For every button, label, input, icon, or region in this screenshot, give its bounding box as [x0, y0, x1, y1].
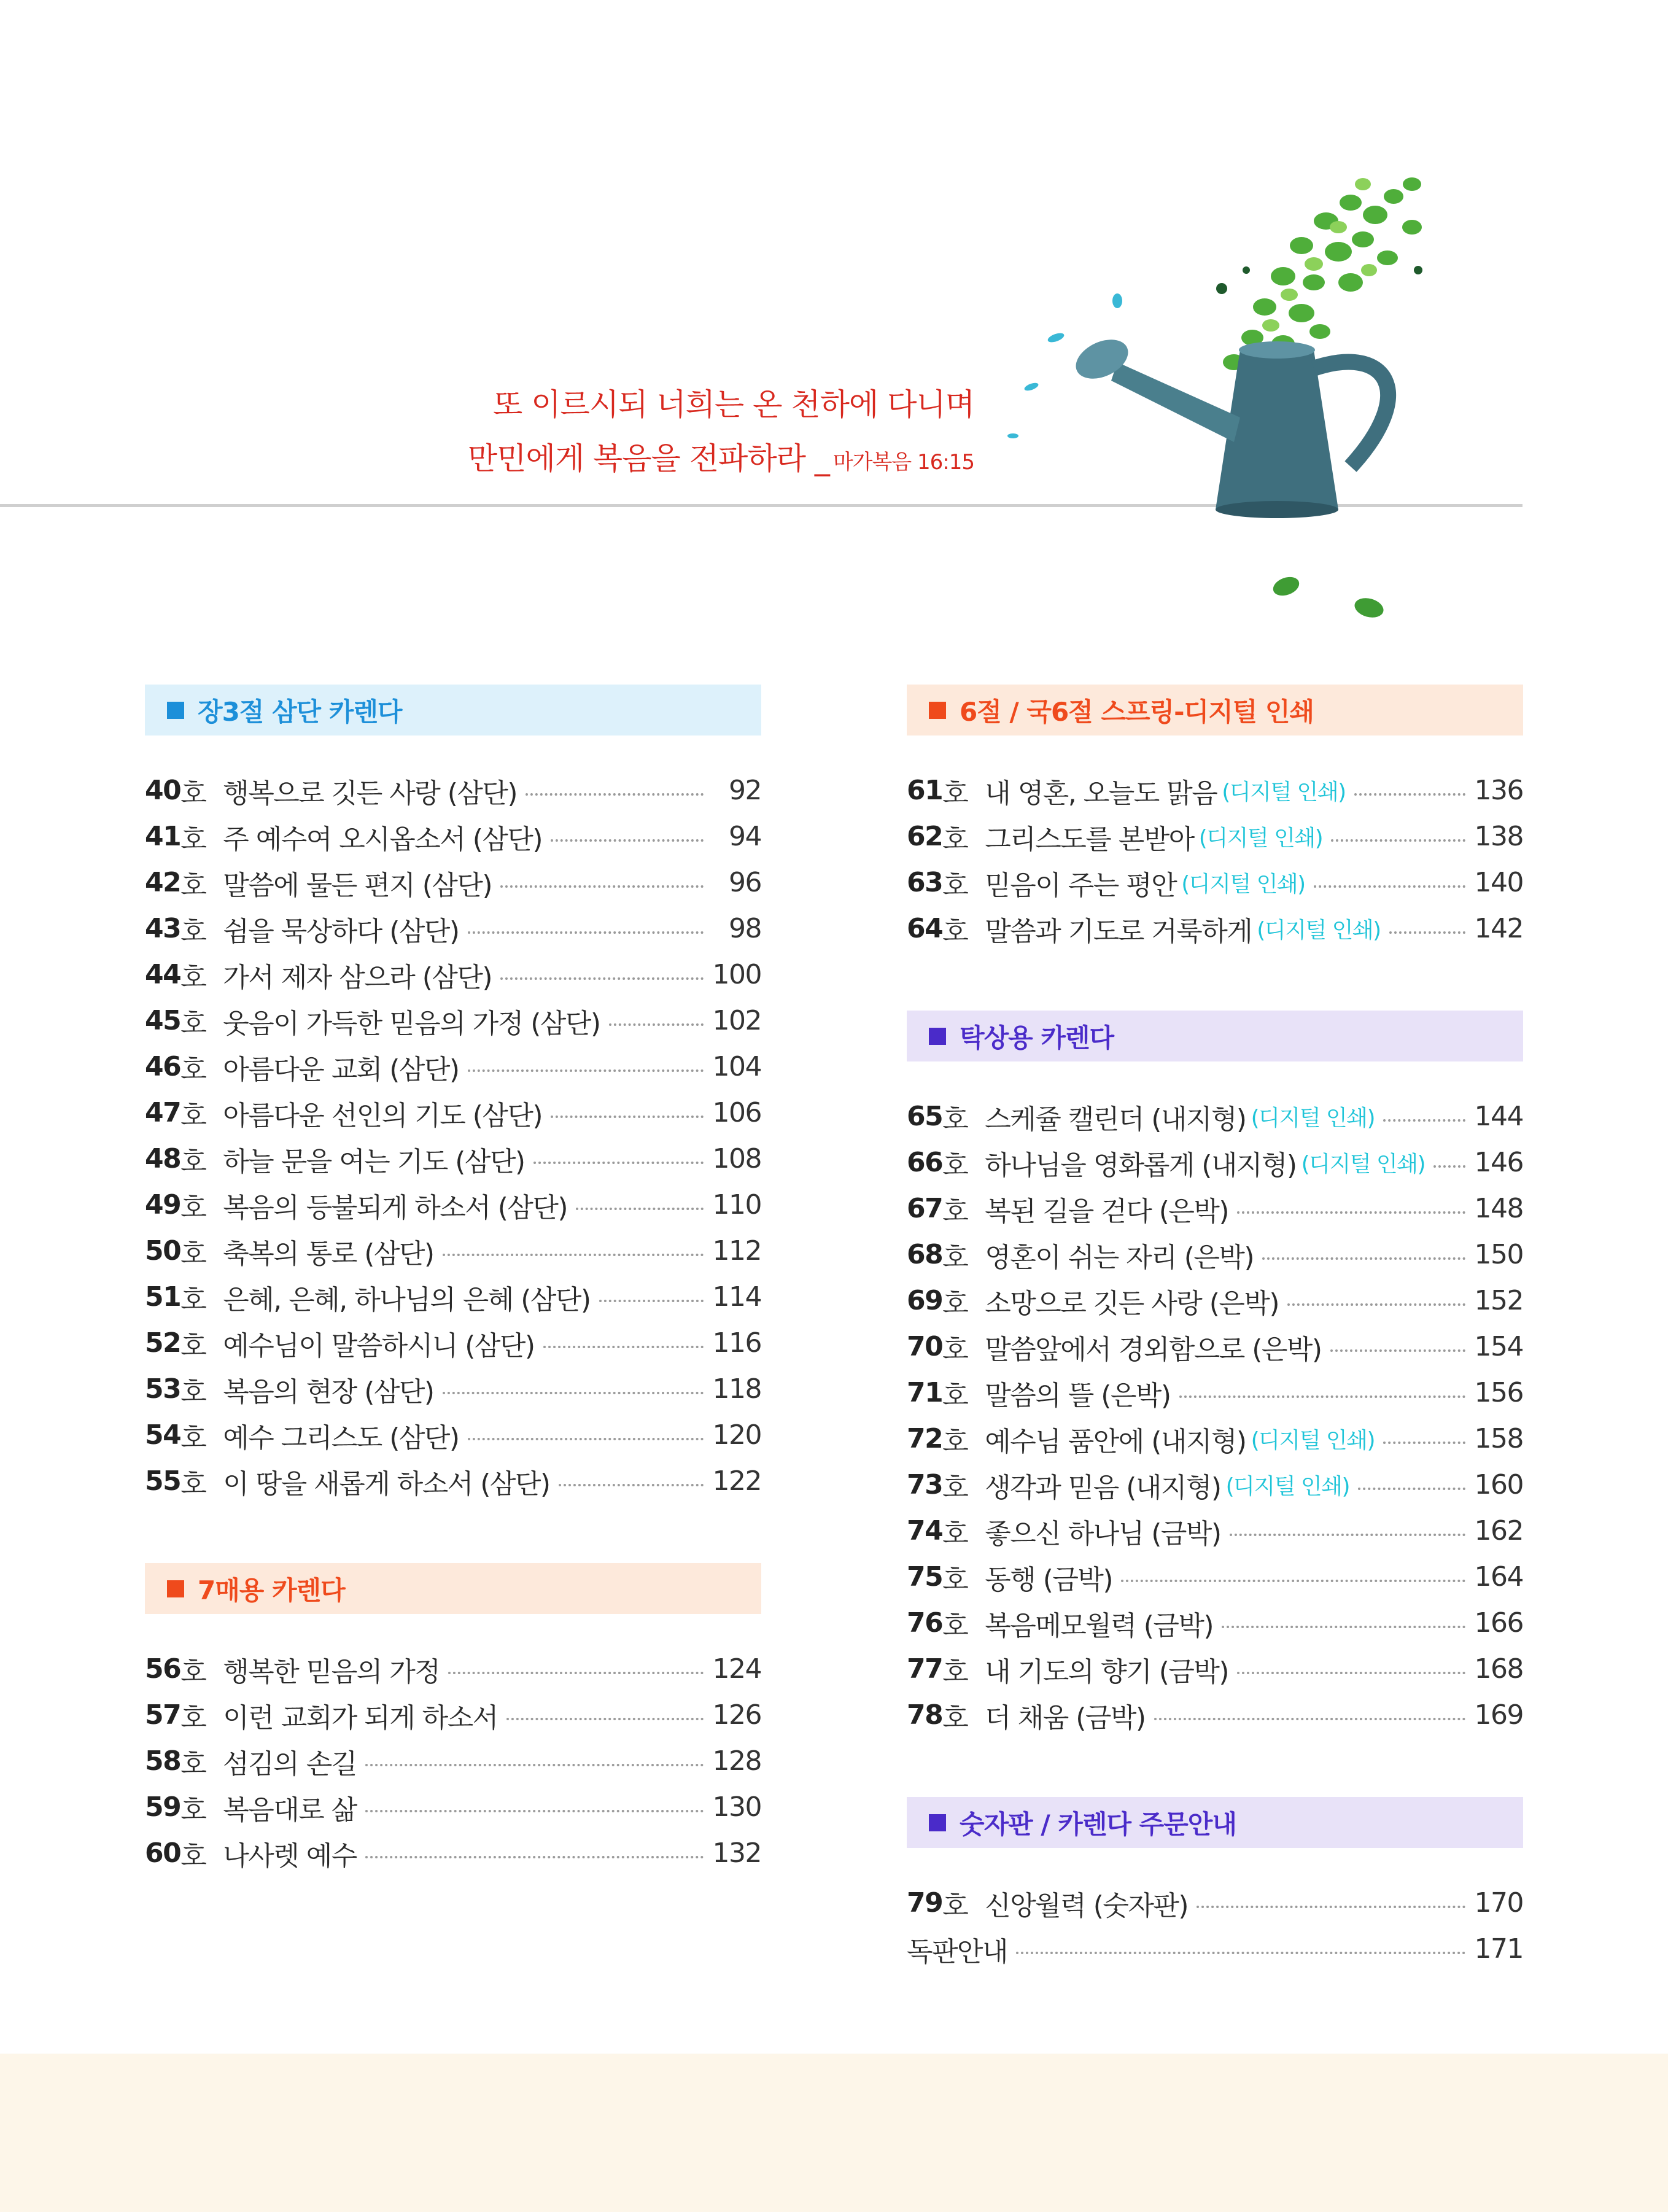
entry-number: 46: [145, 1051, 181, 1082]
toc-entry: [907, 813, 1523, 860]
dot-leader: [543, 1346, 704, 1348]
toc-entry: [907, 1139, 1523, 1186]
entry-page-number: 110: [712, 1189, 761, 1220]
entry-number: 43: [145, 913, 181, 944]
entry-page-number: 166: [1474, 1607, 1523, 1639]
entry-number: 41: [145, 821, 181, 852]
dot-leader: [1121, 1580, 1465, 1582]
toc-entry: [907, 1093, 1523, 1139]
entry-page-number: 92: [729, 775, 761, 806]
entry-number-suffix: 호: [180, 1192, 206, 1224]
entry-number-suffix: 호: [180, 1054, 206, 1085]
toc-entry: [145, 1320, 761, 1366]
entry-number-suffix: 호: [942, 1702, 968, 1734]
section-gap: [907, 1738, 1523, 1797]
entry-number-suffix: 호: [180, 961, 206, 993]
toc-entry: [907, 1324, 1523, 1370]
toc-entry: [145, 1412, 761, 1458]
entry-title: 더 채움 (금박): [985, 1702, 1146, 1734]
square-bullet-icon: [167, 1580, 184, 1597]
entry-page-number: 130: [712, 1791, 761, 1823]
entry-page-number: 118: [712, 1373, 761, 1405]
entry-number: 69: [907, 1285, 943, 1316]
entry-title: 믿음이 주는 평안: [985, 869, 1177, 901]
quote-source: 마가복음 16:15: [832, 450, 974, 475]
entry-title: 하나님을 영화롭게 (내지형): [985, 1149, 1297, 1181]
fallen-leaves: [1271, 573, 1386, 620]
dot-leader: [1179, 1395, 1465, 1398]
square-bullet-icon: [167, 702, 184, 719]
entry-title: 신앙월력 (숫자판): [985, 1890, 1189, 1922]
toc-entry: [907, 1646, 1523, 1692]
entry-tag: (디지털 인쇄): [1251, 1428, 1375, 1453]
dot-leader: [1222, 1626, 1465, 1628]
entry-page-number: 158: [1474, 1423, 1523, 1454]
entry-page-number: 138: [1474, 821, 1523, 852]
dot-leader: [533, 1162, 704, 1164]
entry-number: 42: [145, 867, 181, 898]
entry-title: 예수님이 말씀하시니 (삼단): [223, 1330, 535, 1362]
entry-number: 76: [907, 1607, 943, 1639]
entry-title: 이 땅을 새롭게 하소서 (삼단): [223, 1468, 550, 1500]
entry-page-number: 106: [712, 1097, 761, 1128]
section-header: [907, 685, 1523, 735]
quote-line-2: [468, 432, 974, 489]
section-title: 6절 / 국6절 스프링-디지털 인쇄: [960, 696, 1314, 727]
dot-leader: [1354, 793, 1465, 796]
entry-number-suffix: 호: [180, 1468, 206, 1500]
entry-title: 아름다운 교회 (삼단): [223, 1054, 459, 1085]
entry-number-suffix: 호: [180, 823, 206, 855]
entry-page-number: 132: [712, 1838, 761, 1869]
dot-leader: [1230, 1534, 1465, 1536]
dot-leader: [500, 885, 704, 888]
entry-number: 57: [145, 1699, 181, 1731]
square-bullet-icon: [929, 1814, 946, 1831]
toc-entry: [145, 1646, 761, 1692]
toc-list: [907, 1880, 1523, 1972]
entry-title: 아름다운 선인의 기도 (삼단): [223, 1100, 543, 1131]
entry-title: 생각과 믿음 (내지형): [985, 1472, 1221, 1504]
entry-title: 말씀에 물든 편지 (삼단): [223, 869, 492, 901]
entry-number: 56: [145, 1653, 181, 1685]
entry-page-number: 164: [1474, 1561, 1523, 1593]
entry-title: 예수 그리스도 (삼단): [223, 1422, 459, 1454]
toc-list: [145, 767, 761, 1504]
toc-list: [145, 1646, 761, 1876]
toc-entry: [145, 1692, 761, 1738]
entry-page-number: 116: [712, 1327, 761, 1359]
entry-tag: (디지털 인쇄): [1301, 1152, 1426, 1177]
entry-tag: (디지털 인쇄): [1225, 1474, 1350, 1499]
entry-number: 61: [907, 775, 943, 806]
scripture-quote: [468, 378, 974, 489]
entry-number-suffix: 호: [180, 1330, 206, 1362]
toc-entry: [145, 1784, 761, 1830]
toc-entry: [907, 1926, 1523, 1972]
entry-title: 그리스도를 본받아: [985, 823, 1194, 855]
section-gap: [145, 1504, 761, 1563]
entry-title: 내 영혼, 오늘도 맑음: [985, 777, 1217, 809]
dot-leader: [1383, 1119, 1465, 1122]
dot-leader: [609, 1023, 704, 1026]
entry-number: 47: [145, 1097, 181, 1128]
toc-entry: [907, 860, 1523, 906]
entry-page-number: 102: [712, 1005, 761, 1036]
entry-number: 59: [145, 1791, 181, 1823]
toc-entry: [145, 1274, 761, 1320]
entry-page-number: 140: [1474, 867, 1523, 898]
entry-number: 53: [145, 1373, 181, 1405]
entry-title: 말씀의 뜰 (은박): [985, 1380, 1171, 1411]
entry-number-suffix: 호: [942, 915, 968, 947]
entry-number: 74: [907, 1515, 943, 1546]
entry-title: 은혜, 은혜, 하나님의 은혜 (삼단): [223, 1284, 591, 1316]
entry-title: 가서 제자 삼으라 (삼단): [223, 961, 492, 993]
entry-page-number: 152: [1474, 1285, 1523, 1316]
entry-number: 65: [907, 1101, 943, 1132]
section-title: 7매용 카렌다: [198, 1575, 345, 1605]
toc-entry: [907, 906, 1523, 952]
entry-number: 45: [145, 1005, 181, 1036]
entry-page-number: 114: [712, 1281, 761, 1313]
toc-entry: [145, 767, 761, 813]
entry-number-suffix: 호: [942, 1149, 968, 1181]
quote-line-1: 또 이르시되 너희는 온 천하에 다니며: [493, 387, 974, 422]
toc-entry: [145, 860, 761, 906]
entry-title: 복음대로 삶: [223, 1794, 357, 1826]
entry-title: 쉼을 묵상하다 (삼단): [223, 915, 459, 947]
entry-number-suffix: 호: [180, 1100, 206, 1131]
entry-number-suffix: 호: [180, 915, 206, 947]
dot-leader: [1262, 1257, 1465, 1260]
dot-leader: [526, 793, 704, 796]
entry-page-number: 120: [712, 1419, 761, 1451]
entry-title: 내 기도의 향기 (금박): [985, 1656, 1229, 1688]
entry-page-number: 148: [1474, 1193, 1523, 1224]
entry-number-suffix: 호: [180, 1146, 206, 1178]
entry-title: 이런 교회가 되게 하소서: [223, 1702, 498, 1734]
entry-number: 51: [145, 1281, 181, 1313]
entry-page-number: 154: [1474, 1331, 1523, 1362]
entry-title: 말씀앞에서 경외함으로 (은박): [985, 1333, 1322, 1365]
entry-number-suffix: 호: [180, 1007, 206, 1039]
entry-title: 나사렛 예수: [223, 1840, 357, 1872]
entry-number-suffix: 호: [942, 1380, 968, 1411]
entry-tag: (디지털 인쇄): [1251, 1106, 1375, 1131]
dot-leader: [1237, 1672, 1465, 1674]
toc-entry: [907, 1462, 1523, 1508]
entry-number-suffix: 호: [180, 1238, 206, 1270]
entry-number: 55: [145, 1465, 181, 1497]
toc-entry: [907, 1278, 1523, 1324]
entry-title: 좋으신 하나님 (금박): [985, 1518, 1221, 1550]
toc-entry: [145, 1136, 761, 1182]
entry-number: 68: [907, 1239, 943, 1270]
entry-page-number: 124: [712, 1653, 761, 1685]
dot-leader: [1016, 1952, 1465, 1954]
entry-page-number: 98: [729, 913, 761, 944]
entry-title: 행복으로 깃든 사랑 (삼단): [223, 777, 518, 809]
entry-number: 49: [145, 1189, 181, 1220]
entry-number-suffix: 호: [180, 1656, 206, 1688]
entry-number: 63: [907, 867, 943, 898]
toc-entry: [907, 1232, 1523, 1278]
entry-number: 54: [145, 1419, 181, 1451]
entry-title: 스케쥴 캘린더 (내지형): [985, 1103, 1246, 1135]
dot-leader: [468, 1438, 704, 1440]
entry-number-suffix: 호: [180, 869, 206, 901]
entry-page-number: 126: [712, 1699, 761, 1731]
entry-number-suffix: 호: [942, 1195, 968, 1227]
entry-page-number: 170: [1474, 1887, 1523, 1919]
entry-page-number: 160: [1474, 1469, 1523, 1500]
section-header: [907, 1797, 1523, 1848]
dot-leader: [599, 1300, 704, 1302]
dot-leader: [443, 1254, 704, 1256]
toc-entry: [145, 813, 761, 860]
section-gap: [907, 952, 1523, 1011]
toc-entry: [145, 998, 761, 1044]
entry-title: 섬김의 손길: [223, 1748, 357, 1780]
entry-number: 52: [145, 1327, 181, 1359]
entry-number: 75: [907, 1561, 943, 1593]
entry-tag: (디지털 인쇄): [1198, 826, 1323, 851]
entry-page-number: 96: [729, 867, 761, 898]
quote-line-2-text: 만민에게 복음을 전파하라 _: [467, 441, 829, 476]
entry-title: 동행 (금박): [985, 1564, 1113, 1596]
entry-number-suffix: 호: [180, 1284, 206, 1316]
toc-entry: [145, 1182, 761, 1228]
toc-entry: [907, 1692, 1523, 1738]
section-title: 탁상용 카렌다: [960, 1022, 1114, 1053]
dot-leader: [1383, 1442, 1465, 1444]
toc-entry: [907, 1880, 1523, 1926]
toc-entry: [145, 1738, 761, 1784]
dot-leader: [1154, 1718, 1465, 1720]
dot-leader: [1237, 1211, 1465, 1214]
square-bullet-icon: [929, 1028, 946, 1045]
entry-page-number: 150: [1474, 1239, 1523, 1270]
entry-number-suffix: 호: [942, 1287, 968, 1319]
entry-number: 79: [907, 1887, 943, 1919]
entry-number-suffix: 호: [942, 1890, 968, 1922]
dot-leader: [468, 931, 704, 934]
entry-title: 웃음이 가득한 믿음의 가정 (삼단): [223, 1007, 600, 1039]
toc-entry: [907, 1416, 1523, 1462]
entry-number-suffix: 호: [942, 777, 968, 809]
entry-number: 40: [145, 775, 181, 806]
entry-page-number: 168: [1474, 1653, 1523, 1685]
watering-can-icon: [995, 147, 1523, 626]
entry-number-suffix: 호: [180, 1748, 206, 1780]
entry-number-suffix: 호: [942, 869, 968, 901]
dot-leader: [1330, 1349, 1465, 1352]
section-title: 숫자판 / 카렌다 주문안내: [960, 1809, 1236, 1839]
entry-number: 71: [907, 1377, 943, 1408]
dot-leader: [365, 1764, 704, 1766]
dot-leader: [1197, 1906, 1465, 1908]
entry-number: 58: [145, 1745, 181, 1777]
entry-number: 72: [907, 1423, 943, 1454]
entry-number: 77: [907, 1653, 943, 1685]
entry-page-number: 108: [712, 1143, 761, 1174]
entry-number-suffix: 호: [180, 1376, 206, 1408]
entry-title: 축복의 통로 (삼단): [223, 1238, 434, 1270]
entry-title: 복음의 현장 (삼단): [223, 1376, 434, 1408]
entry-page-number: 169: [1474, 1699, 1523, 1731]
entry-page-number: 156: [1474, 1377, 1523, 1408]
entry-number-suffix: 호: [942, 1333, 968, 1365]
toc-entry: [145, 1458, 761, 1504]
entry-number: 70: [907, 1331, 943, 1362]
toc-entry: [907, 1186, 1523, 1232]
dot-leader: [576, 1208, 704, 1210]
toc-entry: [145, 1044, 761, 1090]
section-header: [145, 685, 761, 735]
entry-title: 복음의 등불되게 하소서 (삼단): [223, 1192, 568, 1224]
entry-number-suffix: 호: [942, 823, 968, 855]
right-column: [907, 685, 1523, 1972]
entry-number: 64: [907, 913, 943, 944]
entry-page-number: 104: [712, 1051, 761, 1082]
entry-number-suffix: 호: [180, 777, 206, 809]
entry-number: 62: [907, 821, 943, 852]
dot-leader: [468, 1069, 704, 1072]
entry-number-suffix: 호: [942, 1564, 968, 1596]
toc-entry: [145, 1228, 761, 1274]
dot-leader: [551, 1116, 704, 1118]
entry-number-suffix: 호: [942, 1656, 968, 1688]
entry-number-suffix: 호: [942, 1103, 968, 1135]
dot-leader: [443, 1392, 704, 1394]
toc-entry: [907, 1370, 1523, 1416]
entry-tag: (디지털 인쇄): [1181, 872, 1305, 897]
entry-page-number: 128: [712, 1745, 761, 1777]
entry-number-suffix: 호: [180, 1840, 206, 1872]
entry-title: 말씀과 기도로 거룩하게: [985, 915, 1252, 947]
entry-number: 66: [907, 1147, 943, 1178]
entry-page-number: 142: [1474, 913, 1523, 944]
entry-number-suffix: 호: [942, 1610, 968, 1642]
entry-page-number: 112: [712, 1235, 761, 1267]
entry-page-number: 94: [729, 821, 761, 852]
entry-title: 독판안내: [907, 1936, 1008, 1968]
bottom-band: [0, 2054, 1668, 2212]
entry-number-suffix: 호: [180, 1794, 206, 1826]
entry-page-number: 171: [1474, 1933, 1523, 1965]
entry-page-number: 146: [1474, 1147, 1523, 1178]
dot-leader: [1331, 839, 1465, 842]
dot-leader: [551, 839, 704, 842]
section-title: 장3절 삼단 카렌다: [198, 696, 402, 727]
toc-entry: [907, 767, 1523, 813]
dot-leader: [1314, 885, 1465, 888]
entry-number-suffix: 호: [942, 1426, 968, 1457]
entry-tag: (디지털 인쇄): [1257, 918, 1381, 943]
dot-leader: [500, 977, 704, 980]
entry-number: 44: [145, 959, 181, 990]
toc-entry: [145, 1366, 761, 1412]
dot-leader: [1433, 1165, 1465, 1168]
left-column: [145, 685, 761, 1876]
entry-number: 60: [145, 1838, 181, 1869]
entry-title: 하늘 문을 여는 기도 (삼단): [223, 1146, 525, 1178]
toc-list: [907, 767, 1523, 952]
entry-number: 78: [907, 1699, 943, 1731]
entry-page-number: 122: [712, 1465, 761, 1497]
dot-leader: [1358, 1488, 1465, 1490]
square-bullet-icon: [929, 702, 946, 719]
entry-title: 행복한 믿음의 가정: [223, 1656, 440, 1688]
dot-leader: [1389, 931, 1465, 934]
section-header: [145, 1563, 761, 1614]
entry-title: 복된 길을 걷다 (은박): [985, 1195, 1229, 1227]
section-header: [907, 1011, 1523, 1061]
dot-leader: [506, 1718, 704, 1720]
entry-number-suffix: 호: [180, 1422, 206, 1454]
entry-number-suffix: 호: [180, 1702, 206, 1734]
dot-leader: [365, 1856, 704, 1858]
dot-leader: [559, 1484, 704, 1486]
entry-number: 48: [145, 1143, 181, 1174]
entry-number-suffix: 호: [942, 1518, 968, 1550]
toc-entry: [907, 1600, 1523, 1646]
toc-entry: [145, 906, 761, 952]
entry-number-suffix: 호: [942, 1472, 968, 1504]
entry-title: 영혼이 쉬는 자리 (은박): [985, 1241, 1254, 1273]
entry-title: 주 예수여 오시옵소서 (삼단): [223, 823, 543, 855]
toc-entry: [145, 952, 761, 998]
toc-list: [907, 1093, 1523, 1738]
dot-leader: [365, 1810, 704, 1812]
toc-entry: [907, 1508, 1523, 1554]
entry-number: 50: [145, 1235, 181, 1267]
entry-number: 73: [907, 1469, 943, 1500]
dot-leader: [1287, 1303, 1465, 1306]
entry-title: 예수님 품안에 (내지형): [985, 1426, 1246, 1457]
entry-title: 소망으로 깃든 사랑 (은박): [985, 1287, 1279, 1319]
entry-page-number: 136: [1474, 775, 1523, 806]
entry-page-number: 144: [1474, 1101, 1523, 1132]
dot-leader: [448, 1672, 704, 1674]
entry-number: 67: [907, 1193, 943, 1224]
entry-page-number: 162: [1474, 1515, 1523, 1546]
entry-tag: (디지털 인쇄): [1222, 780, 1346, 805]
entry-number-suffix: 호: [942, 1241, 968, 1273]
entry-page-number: 100: [712, 959, 761, 990]
toc-entry: [145, 1090, 761, 1136]
toc-entry: [907, 1554, 1523, 1600]
entry-title: 복음메모월력 (금박): [985, 1610, 1214, 1642]
toc-entry: [145, 1830, 761, 1876]
